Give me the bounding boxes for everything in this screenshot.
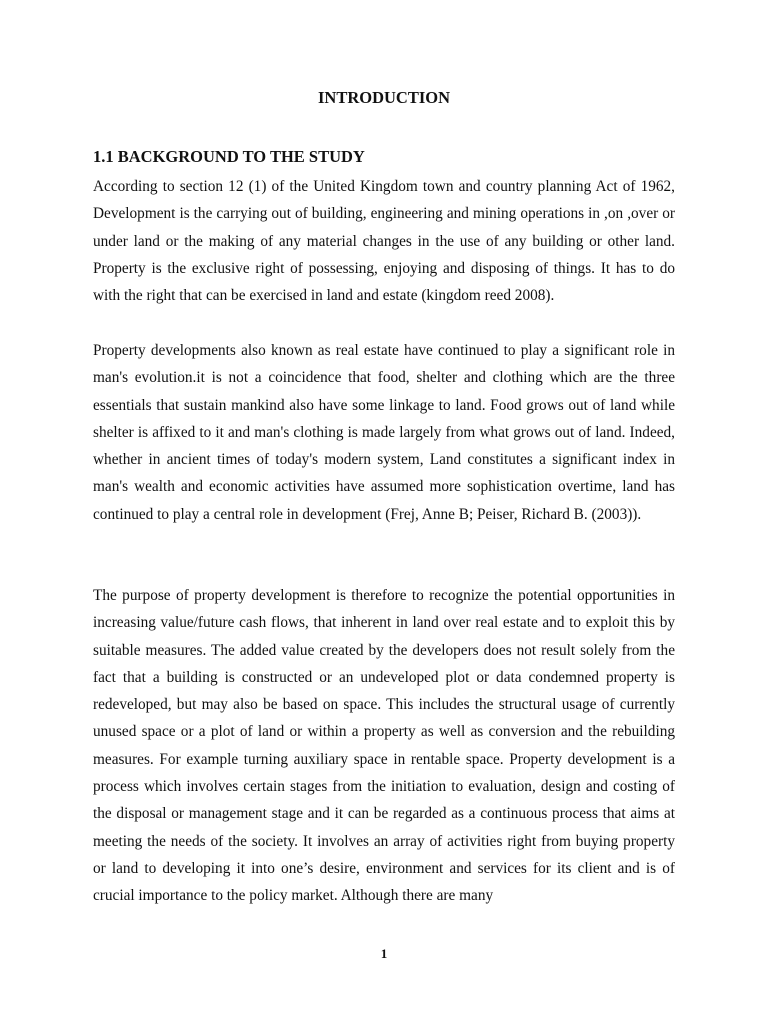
page-number: 1 xyxy=(380,946,388,961)
page-title: INTRODUCTION xyxy=(317,88,451,107)
paragraph-property-developments: Property developments also known as real estate have continued to play a significant role in man's evolution.it is not a coincidence that food, shelter and clothing which are the three essentials that sustain mankind also have some linkage to land. Food grows out of land while shelter is affixed to it and man's clothing is made largely from what grows out of land. Indeed, whether in ancient times of today's modern system, Land constitutes a significant index in man's wealth and economic activities have assumed more sophistication overtime, land has continued to play a central role in development (Frej, Anne B; Peiser, Richard B. (2003)). xyxy=(93,342,675,523)
section-heading: 1.1 BACKGROUND TO THE STUDY xyxy=(93,147,365,166)
paragraph-purpose: The purpose of property development is therefore to recognize the potential opportunities in increasing value/future cash flows, that inherent in land over real estate and to exploit this by suitable measures. The added value created by the developers does not result solely from the fact that a building is constructed or an undeveloped plot or data condemned property is redeveloped, but may also be based on space. This includes the structural usage of currently unused space or a plot of land or within a property as well as conversion and the rebuilding measures. For example turning auxiliary space in rentable space. Property development is a process which involves certain stages from the initiation to evaluation, design and costing of the disposal or management stage and it can be regarded as a continuous process that aims at meeting the needs of the society. It involves an array of activities right from buying property or land to developing it into one’s desire, environment and services for its client and is of crucial importance to the policy market. Although there are many xyxy=(93,587,675,905)
paragraph-definition: According to section 12 (1) of the United Kingdom town and country planning Act of 1962, Development is the carrying out of building, engineering and mining operations in ,on ,over or under land or the making of any material changes in the use of any building or other land. Property is the exclusive right of possessing, enjoying and disposing of things. It has to do with the right that can be exercised in land and estate (kingdom reed 2008). xyxy=(93,178,675,305)
